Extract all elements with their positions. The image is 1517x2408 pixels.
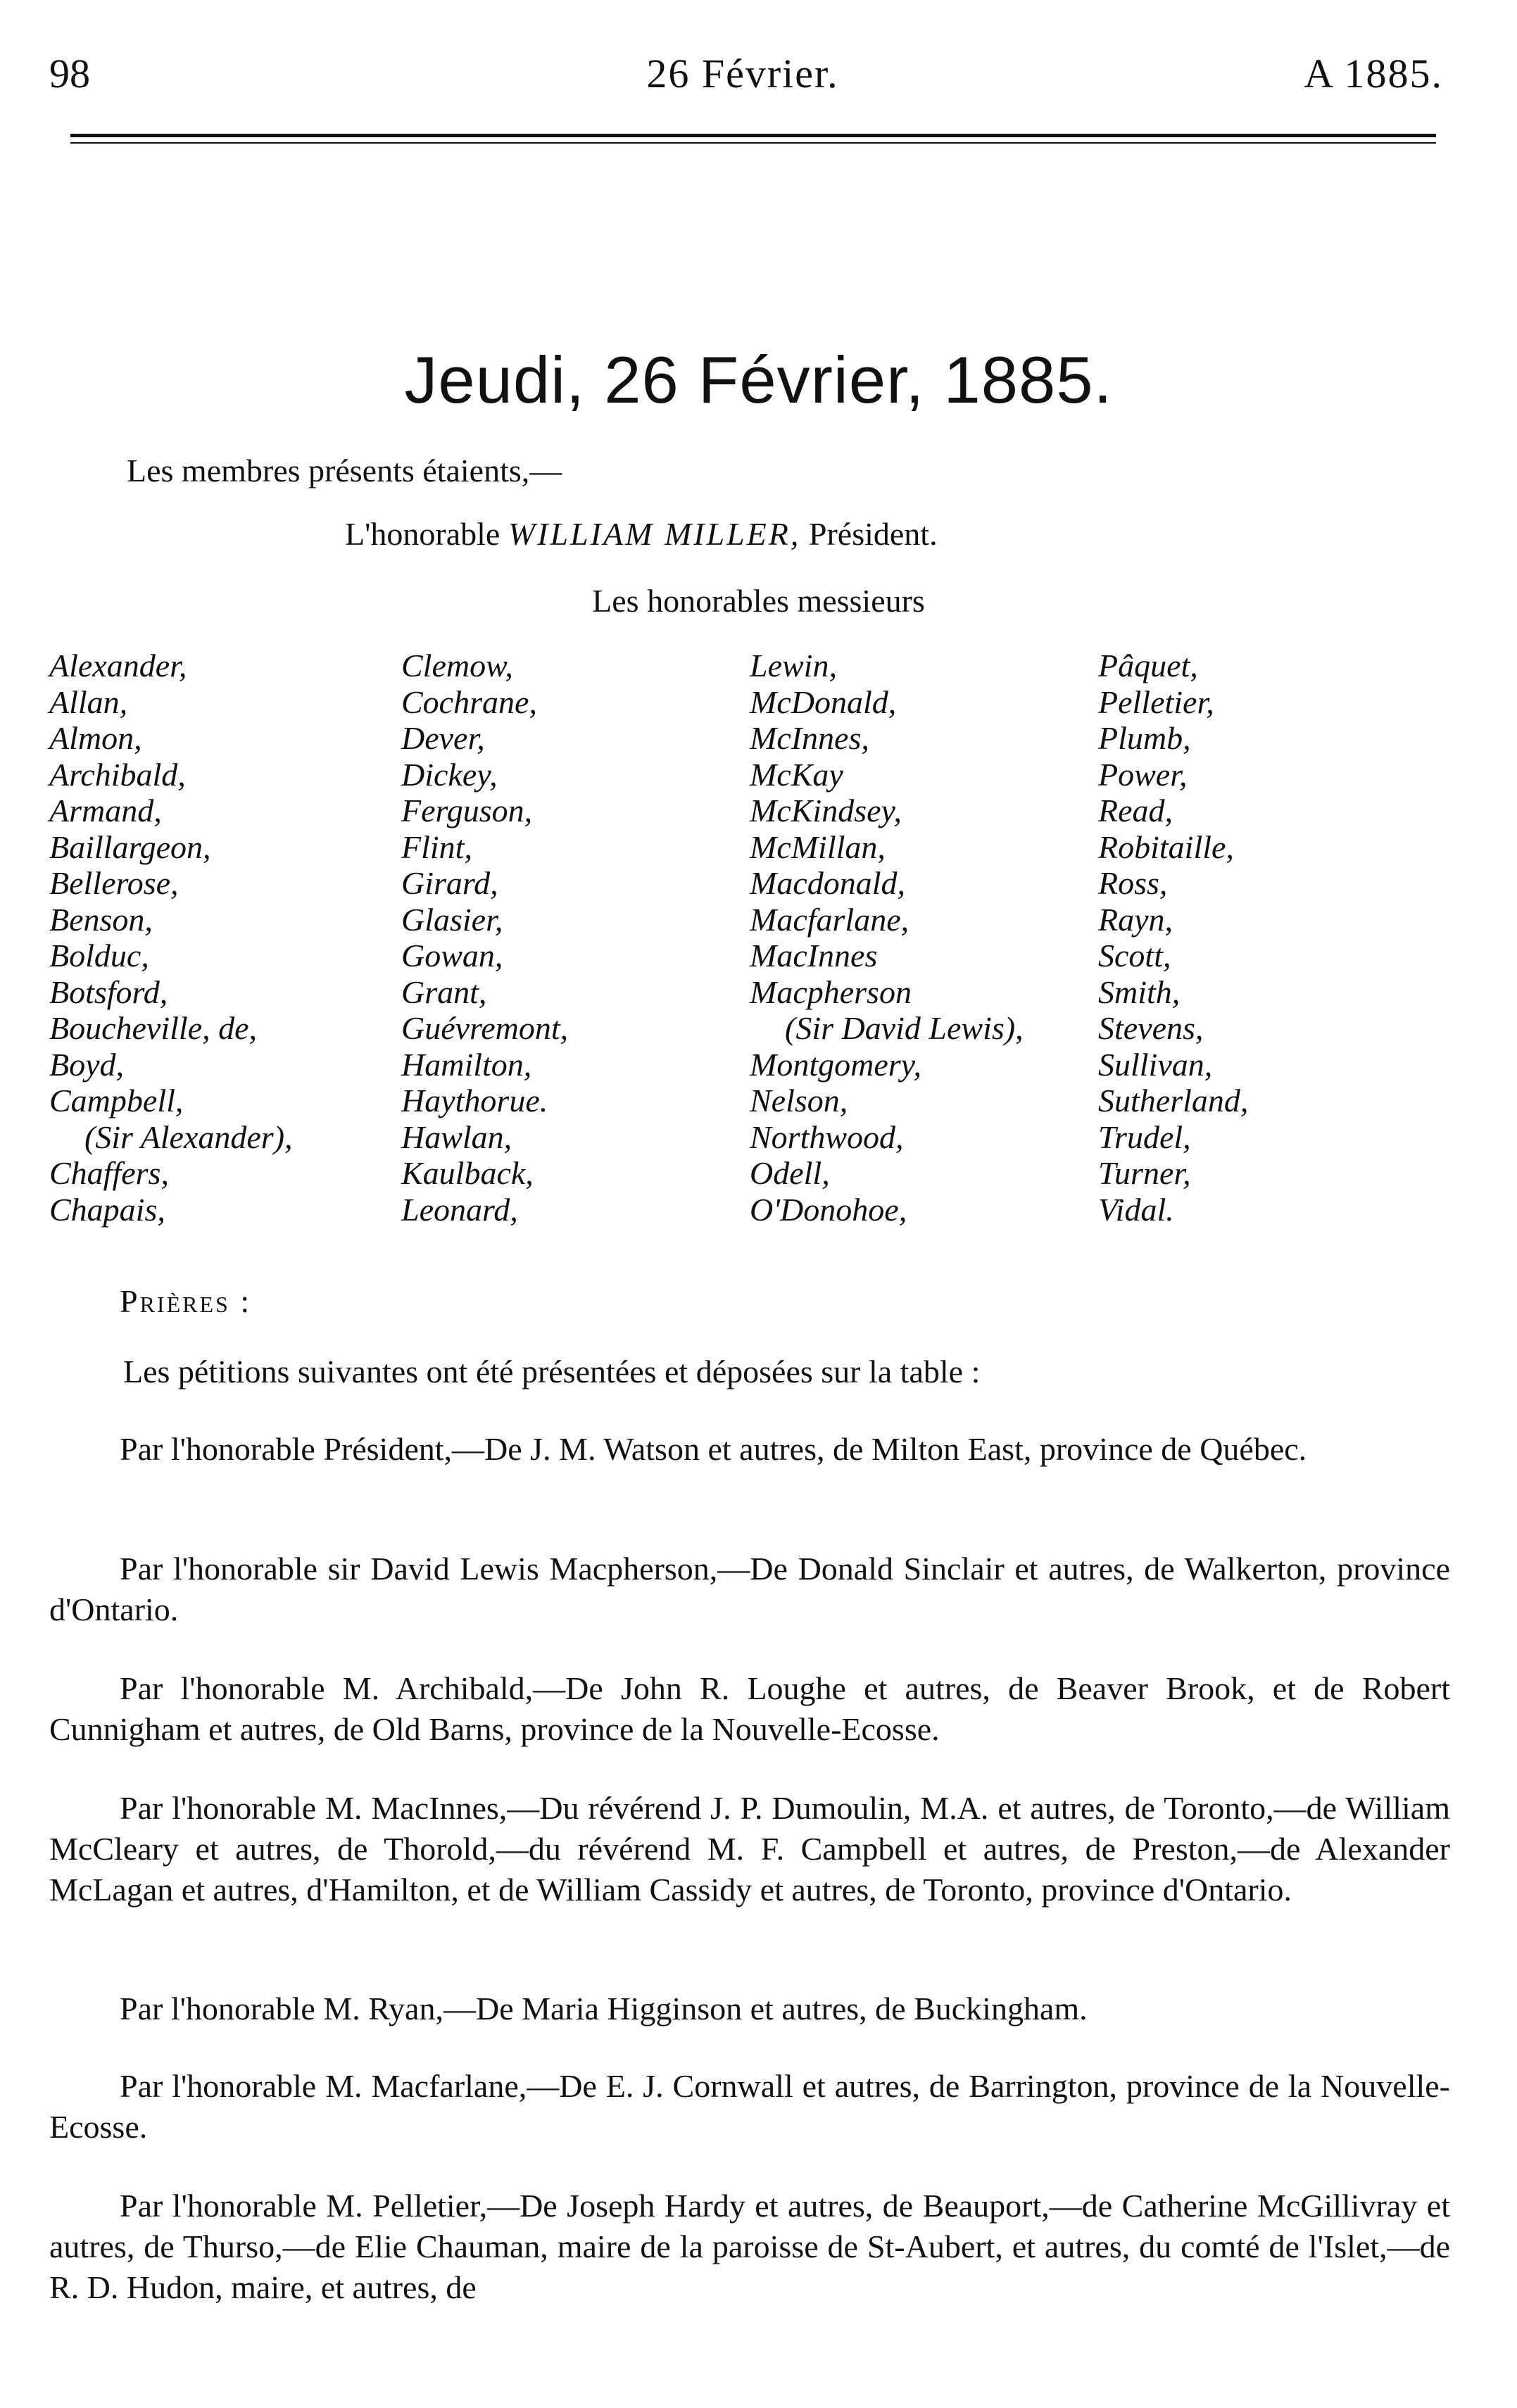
member-name: Macdonald, — [750, 865, 906, 901]
prayers-heading: Prières : — [120, 1283, 252, 1319]
header-year: A 1885. — [1304, 51, 1443, 96]
member-name: Almon, — [49, 720, 142, 756]
member-name: Bolduc, — [49, 938, 149, 973]
member-name: Scott, — [1098, 938, 1171, 973]
member-name: McKay — [750, 756, 843, 793]
member-name: Campbell, — [49, 1083, 184, 1118]
member-name: Montgomery, — [750, 1046, 922, 1083]
member-name: Gowan, — [401, 938, 503, 973]
member-name: Benson, — [49, 901, 153, 938]
member-name: Nelson, — [750, 1083, 848, 1118]
member-name: Haythorue. — [401, 1083, 548, 1118]
member-name: Glasier, — [401, 901, 503, 938]
petitions-intro: Les pétitions suivantes ont été présentées et déposées sur la table : — [123, 1354, 981, 1389]
petition-paragraph: Par l'honorable Président,—De J. M. Watson et autres, de Milton East, province de Québec. — [120, 1431, 1307, 1467]
sitting-title: Jeudi, 26 Février, 1885. — [404, 343, 1113, 417]
member-name: Dever, — [401, 720, 485, 756]
petition-paragraph: Par l'honorable M. Archibald,—De John R. Loughe et autres, de Beaver Brook, et de Robert Cunnigham et autres, de Old Barns, province de la Nouvelle-Ecosse. — [49, 1670, 1450, 1747]
president-line — [345, 514, 938, 555]
members-column-4 — [1098, 648, 1464, 1228]
member-name: Pelletier, — [1098, 683, 1214, 720]
member-name: Ferguson, — [401, 793, 533, 828]
president-name: WILLIAM MILLER, — [508, 516, 801, 552]
member-name: Pâquet, — [1098, 648, 1198, 683]
member-name: Cochrane, — [401, 683, 537, 720]
member-name: Bellerose, — [49, 865, 179, 901]
member-name: Macfarlane, — [750, 901, 909, 938]
member-name: Vidal. — [1098, 1191, 1174, 1228]
member-name: McMillan, — [750, 828, 886, 865]
page-header — [42, 42, 1443, 106]
member-name: Rayn, — [1098, 901, 1173, 938]
member-name: Guévremont, — [401, 1010, 569, 1046]
member-name: Power, — [1098, 756, 1188, 793]
member-name: Plumb, — [1098, 720, 1191, 756]
petition-paragraph: Par l'honorable M. Macfarlane,—De E. J. Cornwall et autres, de Barrington, province de la Nouvelle-Ecosse. — [49, 2068, 1450, 2145]
member-name: McInnes, — [750, 720, 869, 756]
member-name: Flint, — [401, 828, 472, 865]
members-present-intro: Les membres présents étaients,— — [127, 453, 562, 488]
petition-paragraph: Par l'honorable M. Ryan,—De Maria Higginson et autres, de Buckingham. — [120, 1991, 1088, 2026]
member-name: Baillargeon, — [49, 828, 211, 865]
member-name: McKindsey, — [750, 793, 902, 828]
president-role: Président. — [808, 516, 938, 552]
member-name: Allan, — [49, 683, 128, 720]
member-name: Stevens, — [1098, 1010, 1204, 1046]
member-name: Armand, — [49, 793, 162, 828]
member-name: McDonald, — [750, 683, 897, 720]
member-name: Read, — [1098, 793, 1173, 828]
member-name: Boucheville, de, — [49, 1010, 258, 1046]
messieurs-label: Les honorables messieurs — [592, 583, 925, 619]
member-name: Archibald, — [49, 756, 186, 793]
member-name: Sutherland, — [1098, 1083, 1249, 1118]
member-name: Kaulback, — [401, 1155, 534, 1191]
member-name: Northwood, — [750, 1118, 904, 1155]
member-name: Odell, — [750, 1155, 830, 1191]
member-name: Girard, — [401, 865, 498, 901]
header-date: 26 Février. — [646, 51, 839, 96]
member-name: Trudel, — [1098, 1118, 1191, 1155]
member-name: (Sir Alexander), — [84, 1118, 293, 1155]
members-column-1 — [49, 648, 415, 1228]
member-name: Macpherson — [750, 973, 912, 1010]
header-rule — [70, 134, 1436, 137]
president-prefix: L'honorable — [345, 516, 501, 552]
member-name: Sullivan, — [1098, 1046, 1213, 1083]
member-name: Ross, — [1098, 865, 1168, 901]
member-name: Hawlan, — [401, 1118, 512, 1155]
member-name: (Sir David Lewis), — [785, 1010, 1024, 1046]
member-name: MacInnes — [750, 938, 878, 973]
member-name: Dickey, — [401, 756, 498, 793]
member-name: O'Donohoe, — [750, 1191, 907, 1228]
members-column-2 — [401, 648, 767, 1228]
member-name: Alexander, — [49, 648, 187, 683]
member-name: Botsford, — [49, 973, 168, 1010]
member-name: Hamilton, — [401, 1046, 532, 1083]
member-name: Grant, — [401, 973, 487, 1010]
member-name: Turner, — [1098, 1155, 1191, 1191]
petition-paragraph: Par l'honorable sir David Lewis Macpherson,—De Donald Sinclair et autres, de Walkerton, province d'Ontario. — [49, 1551, 1450, 1627]
member-name: Clemow, — [401, 648, 513, 683]
petition-paragraph: Par l'honorable M. MacInnes,—Du révérend J. P. Dumoulin, M.A. et autres, de Toronto,—de William McCleary et autres, de Thorold,—du révérend M. F. Campbell et autres, de Preston,—de Alexander McLagan et autres, d'Hamilton, et de William Cassidy et autres, de Toronto, province d'Ontario. — [49, 1790, 1450, 1908]
member-name: Smith, — [1098, 973, 1181, 1010]
members-list — [49, 648, 1457, 1260]
member-name: Boyd, — [49, 1046, 125, 1083]
member-name: Chaffers, — [49, 1155, 169, 1191]
member-name: Chapais, — [49, 1191, 165, 1228]
members-column-3 — [750, 648, 1116, 1228]
petition-paragraph: Par l'honorable M. Pelletier,—De Joseph Hardy et autres, de Beauport,—de Catherine McGillivray et autres, de Thurso,—de Elie Chauman, maire de la paroisse de St-Aubert, et autres, du comté de l'Islet,—de R. D. Hudon, maire, et autres, de — [49, 2188, 1450, 2305]
member-name: Leonard, — [401, 1191, 518, 1228]
member-name: Lewin, — [750, 648, 837, 683]
header-rule-thin — [70, 142, 1436, 144]
page-number: 98 — [49, 51, 90, 96]
member-name: Robitaille, — [1098, 828, 1234, 865]
